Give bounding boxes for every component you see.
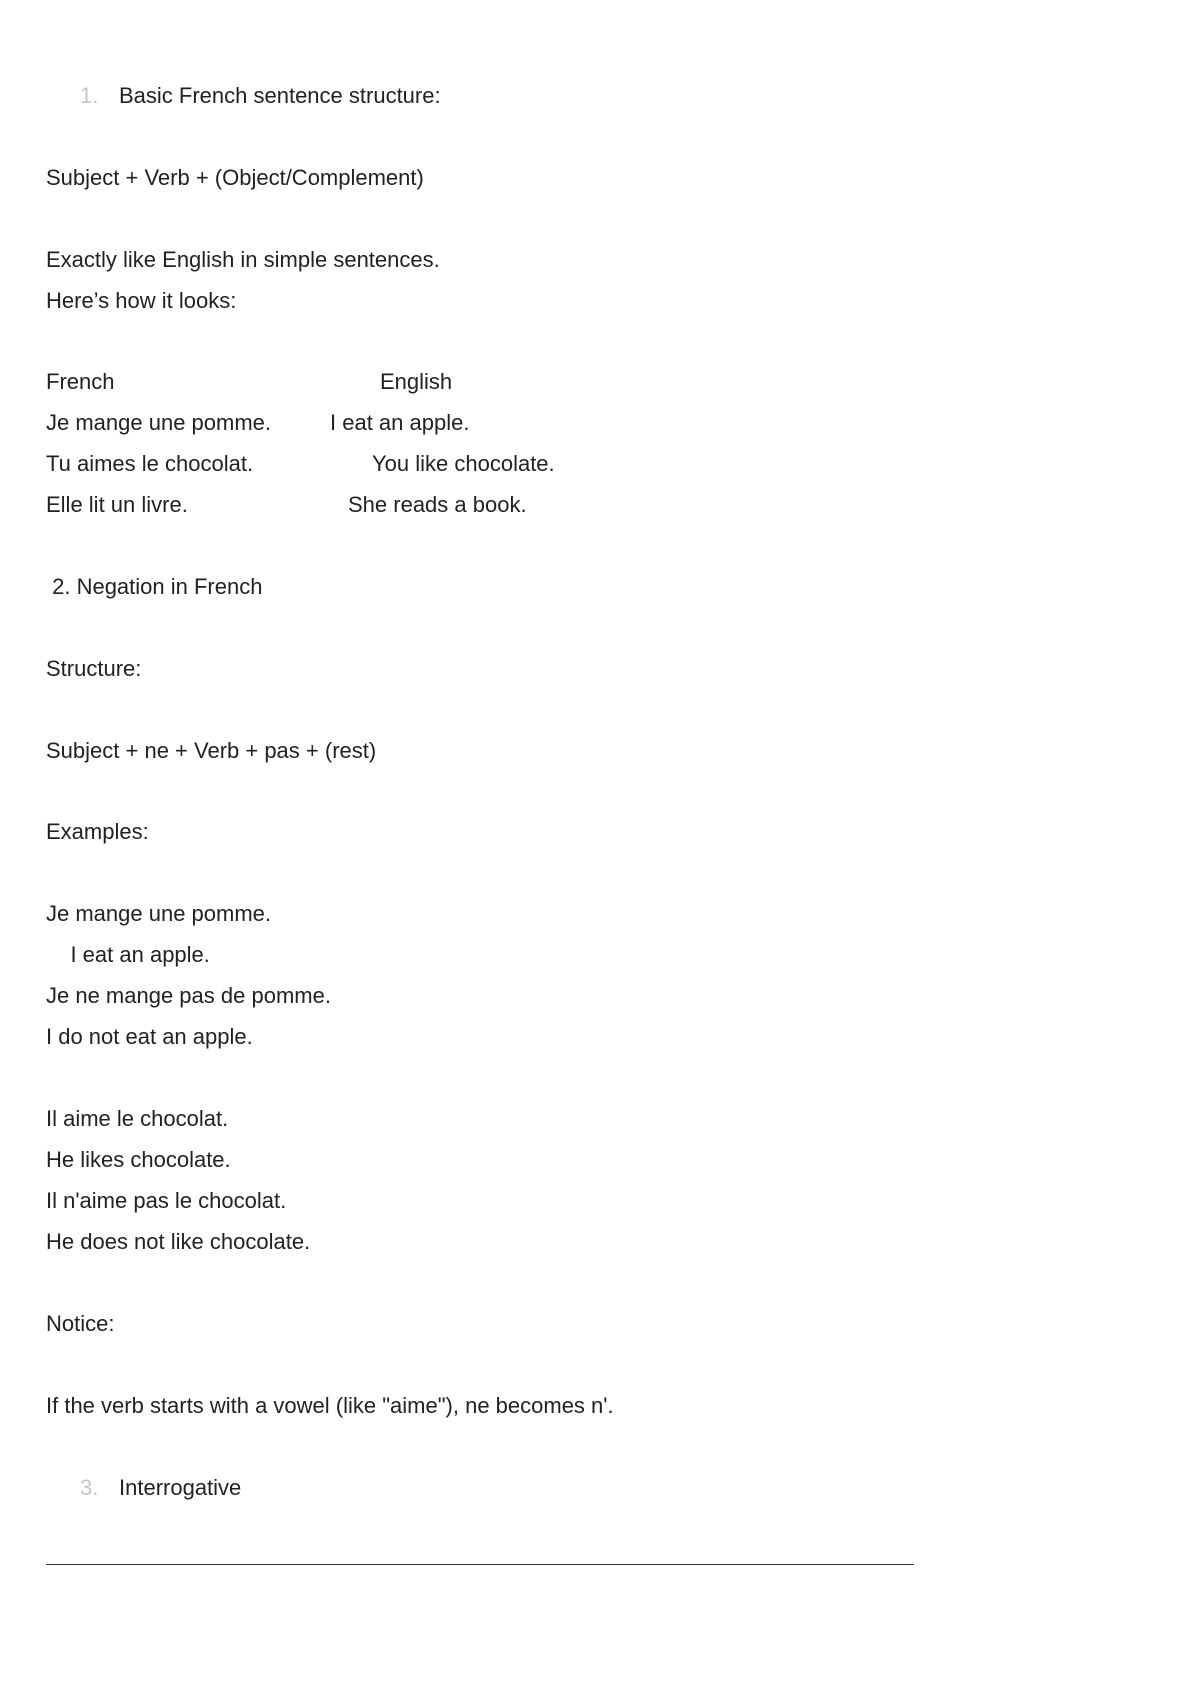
column-header-french: French: [46, 369, 115, 394]
section-title: Basic French sentence structure:: [119, 83, 441, 108]
example-line: He likes chocolate.: [46, 1147, 231, 1172]
english-cell: I eat an apple.: [330, 410, 470, 435]
list-number: 3.: [80, 1475, 99, 1500]
english-cell: She reads a book.: [348, 492, 527, 517]
example-line: Je mange une pomme.: [46, 901, 272, 926]
examples-label: Examples:: [46, 819, 149, 844]
negation-formula: Subject + ne + Verb + pas + (rest): [46, 738, 377, 763]
horizontal-rule: [46, 1564, 914, 1565]
section-title: Interrogative: [119, 1475, 242, 1500]
structure-label: Structure:: [46, 656, 142, 681]
example-line: I do not eat an apple.: [46, 1024, 253, 1049]
section-3-heading: [0, 1474, 1200, 1502]
section-1-heading: [0, 82, 1200, 110]
section-2-heading: 2. Negation in French: [46, 574, 263, 599]
example-line: Il n'aime pas le chocolat.: [46, 1188, 287, 1213]
note-line: Exactly like English in simple sentences.: [46, 247, 440, 272]
example-line: I eat an apple.: [46, 942, 210, 967]
structure-formula: Subject + Verb + (Object/Complement): [46, 165, 424, 190]
example-line: Je ne mange pas de pomme.: [46, 983, 331, 1008]
note-line: Here’s how it looks:: [46, 288, 237, 313]
french-cell: Elle lit un livre.: [46, 492, 188, 517]
column-header-english: English: [380, 369, 453, 394]
example-line: Il aime le chocolat.: [46, 1106, 229, 1131]
notice-label: Notice:: [46, 1311, 115, 1336]
english-cell: You like chocolate.: [372, 451, 555, 476]
french-cell: Je mange une pomme.: [46, 410, 272, 435]
notice-text: If the verb starts with a vowel (like "aime"), ne becomes n'.: [46, 1393, 614, 1418]
example-line: He does not like chocolate.: [46, 1229, 311, 1254]
list-number: 1.: [80, 83, 99, 108]
french-cell: Tu aimes le chocolat.: [46, 451, 254, 476]
